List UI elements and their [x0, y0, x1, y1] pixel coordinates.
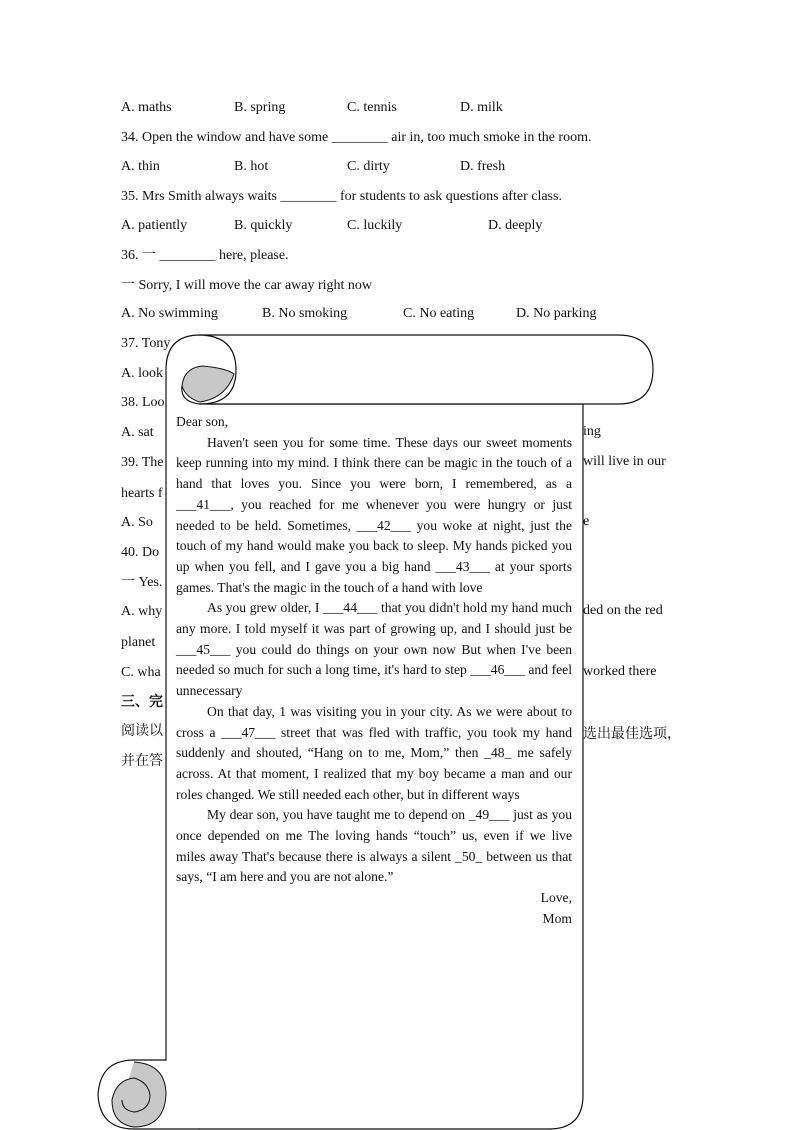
q38-option-a: A. sat [121, 425, 154, 440]
q38-option-tail: ing [583, 424, 601, 439]
letter-closing: Love, [540, 890, 572, 906]
q40-response: 一 Yes. [121, 575, 163, 590]
q33-option-a: A. maths [121, 100, 172, 115]
letter-paragraph-2: As you grew older, I ___44___ that you didn't hold my hand much any more. I told myself it was part of growing up, and I should just be ___45___ you could do things on your own now But when I've been needed so much for such a long time, it's hard to step ___46___ and feel unnecessary [176, 600, 572, 699]
q34-option-c: C. dirty [347, 159, 390, 174]
q35-option-c: C. luckily [347, 218, 403, 233]
q33-option-b: B. spring [234, 100, 286, 115]
q39-option-a: A. So [121, 515, 153, 530]
letter-signature: Mom [542, 910, 572, 926]
q40-option-c-tail: worked there [583, 664, 657, 679]
q38-stem: 38. Loo [121, 395, 165, 410]
section-3-heading: 三、完 [121, 695, 163, 710]
q35-stem: 35. Mrs Smith always waits ________ for students to ask questions after class. [121, 189, 562, 204]
q40-stem: 40. Do [121, 545, 160, 560]
q37-stem: 37. Tony [121, 336, 171, 351]
q40-option-a: A. why [121, 604, 163, 619]
q36-option-d: D. No parking [516, 306, 597, 321]
q40-option-c: C. wha [121, 665, 161, 680]
q34-stem: 34. Open the window and have some ________ air in, too much smoke in the room. [121, 130, 592, 145]
q33-option-d: D. milk [460, 100, 503, 115]
q40-option-b-line2: planet [121, 635, 156, 650]
section-3-instructions: 阅读以 [121, 724, 163, 739]
q39-option-tail: e [583, 514, 590, 529]
q36-response: 一 Sorry, I will move the car away right now [121, 278, 373, 293]
q35-option-b: B. quickly [234, 218, 293, 233]
q36-option-a: A. No swimming [121, 306, 218, 321]
q40-option-a-tail: ded on the red [583, 603, 663, 618]
q37-option-a: A. look [121, 366, 163, 381]
q34-option-d: D. fresh [460, 159, 506, 174]
letter-paragraph-1: Haven't seen you for some time. These days our sweet moments keep running into my mind. I think there can be magic in the touch of a hand that loves you. Since you were born, I remembered, as a ___41___, you reached for me whenever you were hungry or just needed to be held. Sometimes, ___42___ you woke at night, just the touch of my hand would make you back to sleep. My hands picked you up when you fell, and I gave you a big hand ___43___ at your sports games. That's the magic in the touch of a hand with love [176, 434, 572, 595]
letter-paragraph-4: My dear son, you have taught me to depend on _49___ just as you once depended on me The loving hands “touch” us, even if we live miles away That's because there is always a silent _50_ between us that says, “I am here and you are not alone.” [176, 807, 572, 885]
q36-option-c: C. No eating [403, 306, 475, 321]
letter-greeting: Dear son, [176, 414, 229, 429]
q34-option-b: B. hot [234, 159, 269, 174]
q33-option-c: C. tennis [347, 100, 397, 115]
section-3-instructions-line2: 并在答 [121, 754, 163, 769]
letter-paragraph-3: On that day, 1 was visiting you in your city. As we were about to cross a ___47___ street that was fled with traffic, you took my hand suddenly and shouted, “Hang on to me, Mom,” then _48_ me safely across. At that moment, I realized that my boy became a man and our roles changed. We still needed each other, but in different ways [176, 703, 572, 802]
q36-stem: 36. 一 ________ here, please. [121, 248, 289, 263]
section-3-instructions-tail: 选出最佳选项， [583, 727, 681, 742]
q36-option-b: B. No smoking [262, 306, 348, 321]
q34-option-a: A. thin [121, 159, 160, 174]
letter [176, 412, 572, 930]
q35-option-d: D. deeply [488, 218, 543, 233]
q35-option-a: A. patiently [121, 218, 188, 233]
q39-stem: 39. The [121, 455, 164, 470]
q39-stem-line2: hearts f [121, 486, 163, 501]
q39-stem-tail: will live in our [583, 454, 666, 469]
